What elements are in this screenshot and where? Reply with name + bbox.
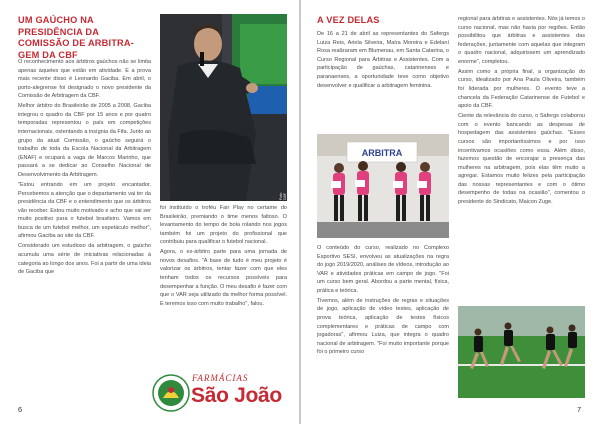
paragraph: Melhor árbitro do Brasileirão de 2005 a 2008, Gaciba integrou o quadro da CBF por 15 anos e por quatro temporadas representou o país em competições internacionais, ostentando a insígnia da Fifa. Junto ao grupo da atual Comissão, o gaúcho seguirá o trabalho de toda da Escola Nacional da Arbitragem (ENAF) e ocupará a vaga de Marcos Marinho, que passará a se dedicar ao Conselho Nacional de Desenvolvimento da Arbitragem.: [18, 103, 151, 179]
paragraph: foi instituído o troféu Fair Play no certame do Brasileirão, premiando o time menos faltoso. O levantamento do tempo de bola rolando nos jogos também foi um projeto do profissional que contribuiu para qualificar o futebol nacional.: [160, 205, 287, 246]
gaciba-illustration: [160, 14, 287, 201]
left-col-1: [18, 58, 151, 278]
paragraph: Ciente da relevância do curso, o Safergs colaborou com o evento bancando as despesas de hospedagem das assistentes gaúchas. "Esses cursos são importantíssimos e por isso incentivamos ocasiões como essa. Além disso, fazemos questão de encorajar a presença das mulheres na arbitragem, pois elas têm muito a agregar. Estamos muito felizes pela participação das nossas representantes e com o ótimo desempenho de todas na ocasião", comentou o presidente do Sindicato, Maicon Zuge.: [458, 113, 585, 206]
gaciba-photo: [160, 14, 287, 201]
page-number-left: 6: [18, 405, 23, 414]
paragraph: Agora, o ex-árbitro parte para uma jornada de novos desafios. "A base de tudo é meu projeto é valorizar os árbitros, tentar fazer com que eles tenham todos os recursos possíveis para desempenhar a função. O meu desafio é fazer com que o VAR seja utilizado da melhor forma possível. E teremos isso com muito trabalho", falou.: [160, 249, 287, 307]
logo-main-text: São João: [191, 384, 282, 407]
paragraph: O conteúdo do curso, realizado no Complexo Esportivo SESI, envolveu as atualizações na regra do jogo 2019/2020, análises de vídeos, introdução ao VAR e atividades práticas em campo de jogo. "Foi um curso bem geral. Abordou a parte mental, física, prática e teórica.: [317, 245, 449, 294]
referees-illustration: [317, 134, 449, 238]
right-col-1-bottom: [317, 244, 449, 358]
right-headline: A VEZ DELAS: [317, 15, 380, 25]
paragraph: "Estou entrando em um projeto encantador. Percebemos a atenção que o departamento vai ter da presidência da CBF e o entendimento que os árbitros vão receber. Estou muito motivado e acho que vai ser muito positivo para o futebol brasileiro. Vamos em busca de um futebol melhor, um espetáculo melhor", afirmou Gaciba ao site da CBF.: [18, 181, 151, 240]
right-page: [301, 0, 600, 424]
left-page: [0, 0, 299, 424]
photo-credit: Foto: CBF: [279, 192, 287, 200]
paragraph: O reconhecimento aos árbitros gaúchos não se limita apenas àqueles que estão em atividade. E a prova mais recente disso é Leonardo Gaciba. Em abril, o porto-alegrense foi designado o novo presidente da Comissão de Arbitragem da CBF.: [18, 59, 151, 100]
banner-text: ARBITRA: [361, 148, 403, 158]
logo-top-text: FARMÁCIAS: [192, 373, 249, 383]
paragraph: Considerado um estudioso da arbitragem, o gaúcho acumula uma série de iniciativas relacionadas à categoria ao longo dos anos. Foi a partir de uma ideia de Gaciba que: [18, 243, 151, 276]
sao-joao-emblem-icon: [152, 374, 190, 412]
farmacias-sao-joao-logo: [152, 371, 284, 415]
left-headline: UM GAÚCHO NA PRESIDÊNCIA DA COMISSÃO DE ARBITRA- GEM DA CBF: [18, 15, 134, 60]
paragraph: regional para árbitras e assistentes. Nós já temos o curso nacional, mas não havia por regiões. Então possibilitou que árbitras e assistentes das federações, juntamente com aquelas que integram o quadro nacional, adquirissem um aprendizado enorme", completou.: [458, 16, 585, 65]
right-col-1-top: [317, 30, 449, 91]
page-number-right: 7: [577, 405, 582, 414]
right-col-2: [458, 15, 585, 208]
referees-running-photo: [458, 306, 585, 398]
left-col-2: [160, 204, 287, 310]
referees-group-photo: [317, 134, 449, 238]
paragraph: Tivemos, além de instruções de regras e situações de jogo, aplicação de vídeo testes, aplicação de prova teórica, aplicação de testes físicos complementares e práticas de campo com jogadoras", afirmou Luiza, que integra o quadro nacional de arbitragem. "Foi muito importante porque foi o primeiro curso: [317, 297, 449, 356]
paragraph: De 16 a 21 de abril as representantes do Safergs Luiza Reis, Ariela Silveira, Maíra Moreira e Edelaní Rosa realizaram em Blumenau, em Santa Catarina, o Curso Regional para Árbitras e Assistentes. Com a participação de gaúchas, catarinenses e paranaenses, a oportunidade teve como objetivo desenvolver e qualificar a arbitragem feminina.: [317, 31, 449, 89]
running-illustration: [458, 306, 585, 398]
paragraph: Assim como a própria final, a organização do curso, idealizado por Ana Paula Oliveira, também foi liderada por mulheres. O evento teve a chancela da Federação Catarinense de Futebol e apoio da CBF.: [458, 68, 585, 110]
